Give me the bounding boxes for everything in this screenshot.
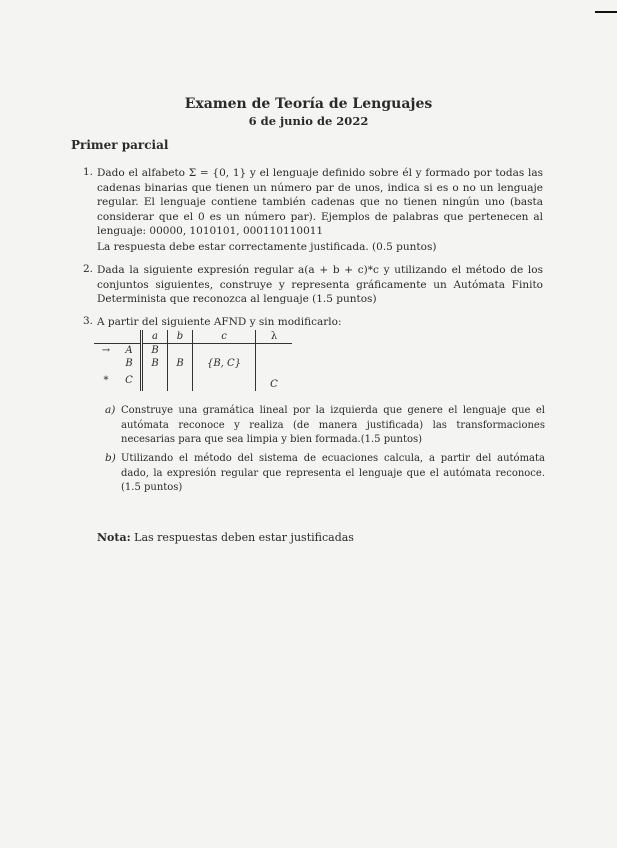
table-header-a: a	[142, 330, 168, 344]
afnd-transition-table	[94, 330, 292, 391]
table-cell: C	[270, 379, 278, 390]
state-label: A	[118, 344, 142, 358]
subquestion-a-label: a)	[105, 404, 116, 416]
table-cell: B	[168, 357, 193, 370]
table-cell	[118, 330, 142, 344]
subquestion-a-text: Construye una gramática lineal por la izquierda que genere el lenguaje que el autómata reconoce y realiza (de manera justificada) las transformaciones necesarias para que sea limpia y bien formada.(1.5 puntos)	[121, 405, 545, 446]
table-cell: B	[142, 357, 168, 370]
subquestion-b-label: b)	[105, 452, 116, 464]
table-header-row	[94, 330, 292, 344]
state-label: C	[118, 370, 142, 391]
table-cell	[193, 344, 256, 358]
table-cell: {B, C}	[193, 357, 256, 370]
footer-note-text: Las respuestas deben estar justificadas	[134, 531, 354, 544]
question-1-number: 1.	[83, 166, 94, 178]
exam-title: Examen de Teoría de Lenguajes	[184, 96, 433, 112]
table-cell	[142, 370, 168, 391]
table-cell	[168, 370, 193, 391]
table-cell	[94, 357, 118, 370]
footer-note	[97, 531, 354, 544]
question-3-number: 3.	[83, 315, 94, 327]
question-1-note: La respuesta debe estar correctamente justificada. (0.5 puntos)	[97, 241, 437, 253]
footer-note-label: Nota:	[97, 531, 131, 544]
table-header-c: c	[193, 330, 256, 344]
table-cell	[193, 370, 256, 391]
table-row	[94, 344, 292, 358]
table-header-lambda: λ	[256, 330, 293, 344]
corner-mark	[595, 11, 617, 13]
initial-state-arrow: →	[101, 345, 111, 356]
question-2-number: 2.	[83, 263, 94, 275]
exam-date: 6 de junio de 2022	[248, 114, 369, 128]
question-2-text: Dada la siguiente expresión regular a(a + b + c)*c y utilizando el método de los conjuntos siguientes, construye y representa gráficamente un Autómata Finito Determinista que reconozca al lenguaje (1.5 puntos)	[97, 264, 543, 306]
question-1-text: Dado el alfabeto Σ = {0, 1} y el lenguaje definido sobre él y formado por todas las cadenas binarias que tienen un número par de unos, indica si es o no un lenguaje regular. El lenguaje contiene también cadenas que no tienen ningún uno (basta considerar que el 0 es un número par). Ejemplos de palabras que pertenecen al lenguaje: 00000, 1010101, 000110110011	[97, 167, 543, 238]
table-cell	[168, 344, 193, 358]
table-row	[94, 357, 292, 370]
question-3-text: A partir del siguiente AFND y sin modificarlo:	[97, 316, 342, 328]
state-label: B	[118, 357, 142, 370]
final-state-marker: *	[103, 375, 109, 386]
table-cell	[94, 330, 118, 344]
table-row	[94, 370, 292, 391]
table-cell: B	[142, 344, 168, 358]
table-header-b: b	[168, 330, 193, 344]
section-heading: Primer parcial	[71, 138, 169, 152]
table-cell	[256, 357, 293, 370]
subquestion-b-text: Utilizando el método del sistema de ecuaciones calcula, a partir del autómata dado, la expresión regular que representa el lenguaje que el autómata reconoce. (1.5 puntos)	[121, 453, 545, 494]
table-cell	[256, 344, 293, 358]
